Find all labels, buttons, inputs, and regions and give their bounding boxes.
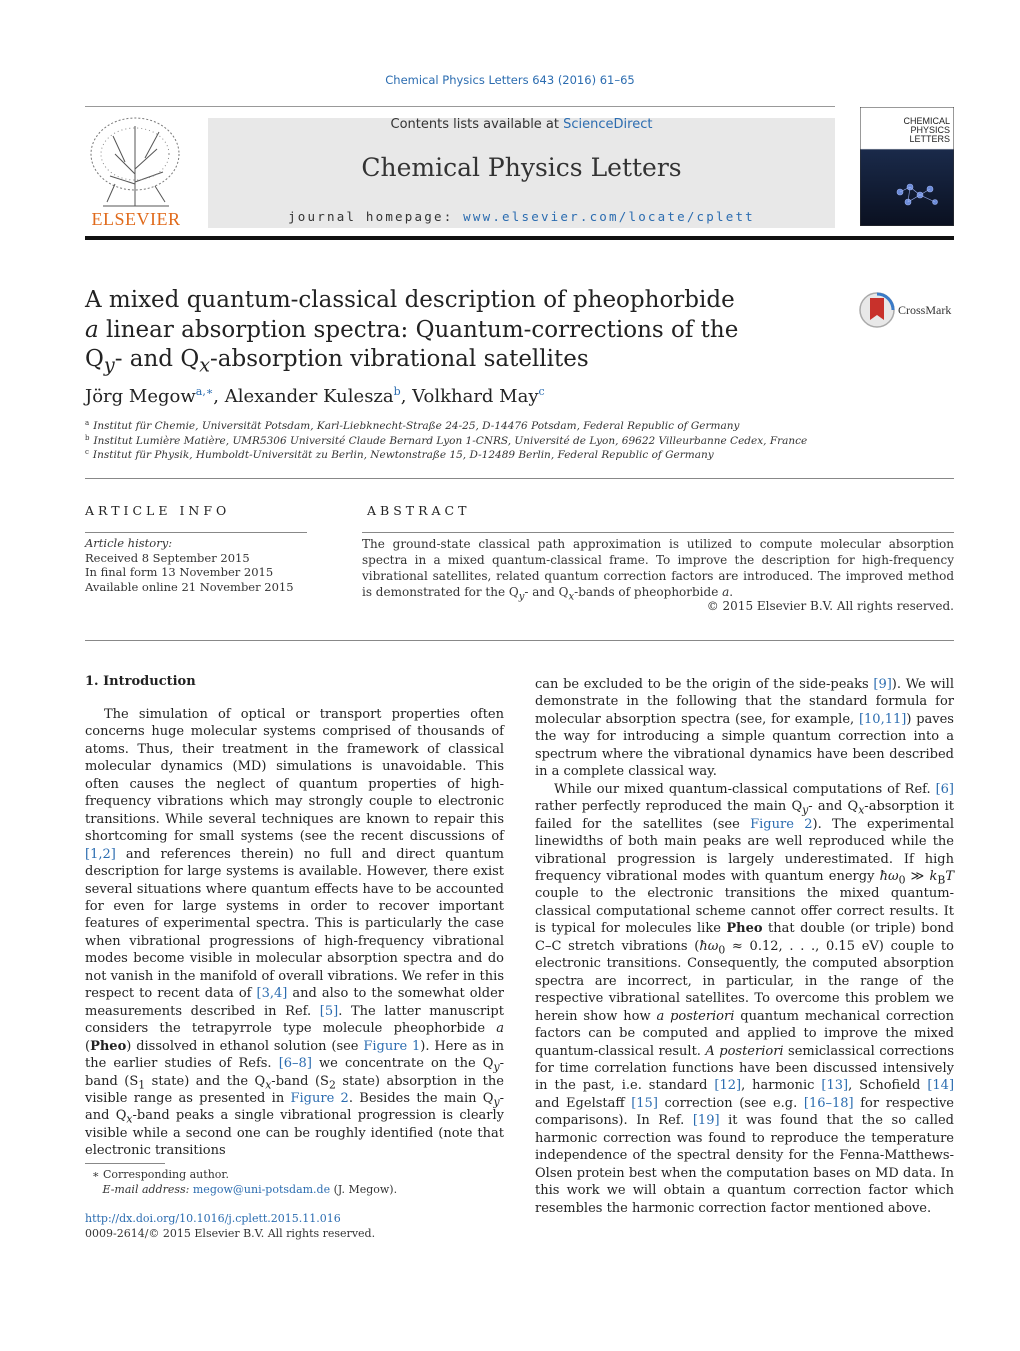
title-line-2: linear absorption spectra: Quantum-corrections of the [98, 316, 739, 343]
citation-link[interactable]: [12] [714, 1078, 742, 1094]
author-separator: , [213, 386, 225, 407]
divider [85, 478, 954, 479]
homepage-prefix: journal homepage: [288, 209, 464, 224]
citation-link[interactable]: [5] [319, 1003, 339, 1019]
abstract-text [362, 536, 954, 603]
email-suffix: (J. Megow). [330, 1182, 398, 1196]
author-name[interactable]: Jörg Megow [85, 386, 196, 407]
divider [85, 532, 307, 533]
divider [362, 532, 954, 533]
email-line [85, 1183, 397, 1198]
footnote-star: ∗ [92, 1168, 100, 1181]
contents-line [208, 117, 835, 132]
journal-title: Chemical Physics Letters [361, 153, 682, 182]
title-mid: - and Q [114, 346, 200, 372]
figure-link[interactable]: Figure 2 [290, 1090, 349, 1106]
issn-line: 0009-2614/© 2015 Elsevier B.V. All rights reserved. [85, 1226, 376, 1240]
cover-title-line-1: CHEMICAL [903, 116, 950, 126]
citation-link[interactable]: [6] [935, 781, 954, 797]
contents-prefix: Contents lists available at [390, 117, 564, 132]
title-sub-x: x [199, 353, 210, 377]
author-marks[interactable]: b [393, 385, 401, 398]
elsevier-logo[interactable] [85, 114, 187, 230]
article-title [85, 286, 805, 375]
revised-date: In final form 13 November 2015 [85, 565, 274, 580]
author-name[interactable]: Alexander Kulesza [224, 386, 394, 407]
crossmark-icon [860, 293, 894, 327]
affiliation-mark: b [85, 433, 90, 442]
affiliation-text: Institut für Physik, Humboldt-Universität zu Berlin, Newtonstraße 15, D-12489 Berlin, Federal Republic of Germany [92, 449, 714, 462]
homepage-line [208, 209, 835, 224]
header-thick-rule [85, 236, 954, 240]
citation-link[interactable]: [1,2] [85, 846, 116, 862]
citation-link[interactable]: [14] [927, 1078, 955, 1094]
article-info-heading: ARTICLE INFO [85, 503, 231, 518]
homepage-link[interactable]: www.elsevier.com/locate/cplett [463, 209, 755, 224]
title-line-1: A mixed quantum-classical description of pheophorbide [85, 287, 735, 313]
journal-reference[interactable]: Chemical Physics Letters 643 (2016) 61–65 [385, 73, 635, 87]
citation-link[interactable]: [15] [631, 1095, 658, 1111]
paragraph: While our mixed quantum-classical computations of Ref. [6] rather perfectly reproduced the main $Q_y-$ and $Q_x$-absorption it failed for the satellites (see Figure 2). The experimental linewidths of both main peaks are well reproduced while the vibrational progression is largely underestimated. If high frequency vibrational modes with quantum energy $ħ\omega_0$ ≫ $k_BT$ couple to the electronic transitions the mixed quantum-classical computational scheme cannot offer correct results. It is typical for molecules like Pheo that double (or triple) bond C–C stretch vibrations ($ħ\omega_0 \approx 0.12$, . . ., 0.15 eV) couple to electronic transitions. Consequently, the computed absorption spectra are incorrect, in particular, in the range of the respective vibrational satellites. To overcome this problem we herein show how a posteriori quantum mechanical correction factors can be computed and applied to improve the mixed quantum-classical result. A posteriori semiclassical corrections for time correlation functions have been discussed intensively in the past, i.e. standard [12], harmonic [13], Schofield [14] and Egelstaff [15] correction (see e.g. [16–18] for respective comparisons). In Ref. [19] it was found that the so called harmonic correction was found to reproduce the temperature independence of the spectral density for the Fenna-Matthews-Olsen protein best when the computation bases on MD data. In this work we will obtain a quantum correction factor which resembles the harmonic correction factor mentioned above. [535, 781, 955, 1216]
author-list [85, 386, 545, 407]
footnote [85, 1168, 397, 1197]
affiliations [85, 419, 954, 463]
author-marks[interactable]: a,∗ [195, 385, 214, 398]
header-divider [85, 106, 835, 107]
abstract-sub-x: x [568, 591, 575, 603]
affiliation-text: Institut Lumière Matière, UMR5306 Université Claude Bernard Lyon 1-CNRS, Université de Lyon, 69622 Villeurbanne Cedex, France [93, 434, 808, 447]
title-q: Q [85, 346, 104, 372]
abstract-sub-y: y [518, 591, 525, 603]
citation-link[interactable]: [9] [873, 677, 892, 692]
citation-link[interactable]: [13] [821, 1078, 849, 1094]
abstract-part: The ground-state classical path approximation is utilized to compute molecular absorption spectra in a mixed quantum-classical frame. To improve the description for high-frequency vibrational satellites, related quantum correction factors are introduced. The improved method is demonstrated for the Q [362, 537, 954, 600]
corresponding-label: Corresponding author. [102, 1168, 229, 1181]
author-separator: , [400, 386, 413, 407]
citation-link[interactable]: [16–18] [803, 1095, 854, 1111]
paragraph: can be excluded to be the origin of the side-peaks [9]). We will demonstrate in the following that the standard formula for molecular absorption spectra (see, for example, [10,11]) paves the way for introducing a simple quantum correction into a spectrum where the vibrational dynamics have been described in a complete classical way. [535, 677, 954, 780]
online-date: Available online 21 November 2015 [85, 580, 294, 595]
history-label: Article history: [85, 536, 173, 550]
title-line-3-end: -absorption vibrational satellites [210, 346, 589, 372]
affiliation [85, 434, 954, 449]
cover-title-line-3: LETTERS [909, 134, 950, 144]
affiliation-text: Institut für Chemie, Universität Potsdam, Karl-Liebknecht-Straße 24-25, D-14476 Potsdam, Federal Republic of Germany [93, 420, 740, 432]
abstract-part: . [729, 585, 734, 600]
sciencedirect-link[interactable]: ScienceDirect [563, 117, 653, 132]
author-name[interactable]: Volkhard May [412, 386, 539, 407]
affiliation [85, 419, 954, 434]
email-label: E-mail address: [102, 1182, 190, 1196]
paragraph: The simulation of optical or transport properties often concerns huge molecular systems comprised of thousands of atoms. Thus, their treatment in the framework of classical molecular dynamics (MD) simulations is unavoidable. This often causes the neglect of quantum properties of high-frequency vibrations which may strongly couple to electronic transitions. While several techniques are known to repair this shortcoming for small systems (see the recent discussions of [1,2] and references therein) no full and direct quantum description for large systems is available. However, there exist several situations where quantum effects have to be accounted for even for large systems in order to recover important features of experimental spectra. This is particularly the case when vibrational progressions of high-frequency vibrational modes become visible in molecular absorption spectra and do not vanish in the manifold of overall vibrations. We refer in this respect to recent data of [3,4] and also to the somewhat older measurements described in Ref. [5]. The latter manuscript considers the tetrapyrrole type molecule pheophorbide a (Pheo) dissolved in ethanol solution (see Figure 1). Here as in the earlier studies of Refs. [6–8] we concentrate on the $Q_y$-band ($S_1$ state) and the $Q_x$-band ($S_2$ state) absorption in the visible range as presented in Figure 2. Besides the main $Q_y-$ and $Q_x$-band peaks a single vibrational progression is clearly visible while a second one can be roughly identified (note that electronic transitions [85, 707, 505, 1159]
corresponding-author-note [85, 1168, 397, 1183]
elsevier-wordmark: ELSEVIER [91, 209, 181, 229]
title-italic-a: a [85, 316, 99, 343]
author-marks[interactable]: c [538, 385, 545, 398]
cover-title-line-2: PHYSICS [910, 125, 950, 135]
affiliation-mark: c [85, 448, 89, 457]
abstract-italic-a: a [722, 585, 730, 600]
email-link[interactable]: megow@uni-potsdam.de [192, 1182, 331, 1196]
citation-link[interactable]: [6–8] [278, 1056, 312, 1072]
citation-link[interactable]: [3,4] [256, 986, 288, 1002]
journal-cover[interactable] [860, 107, 954, 226]
affiliation [85, 448, 954, 463]
crossmark-badge[interactable] [858, 290, 958, 330]
figure-link[interactable]: Figure 2 [750, 816, 813, 832]
abstract-part: - and Q [524, 585, 569, 600]
divider [85, 640, 954, 641]
body-column-left [85, 706, 504, 1160]
affiliation-mark: a [85, 419, 90, 427]
abstract-part: -bands of pheophorbide [574, 585, 723, 600]
crossmark-label: CrossMark [898, 303, 952, 317]
citation-link[interactable]: [19] [692, 1113, 720, 1129]
copyright-notice: © 2015 Elsevier B.V. All rights reserved. [706, 599, 954, 613]
footnote-divider [85, 1163, 165, 1164]
figure-link[interactable]: Figure 1 [363, 1038, 421, 1054]
doi-link[interactable]: http://dx.doi.org/10.1016/j.cplett.2015.11.016 [85, 1212, 341, 1225]
received-date: Received 8 September 2015 [85, 550, 250, 565]
section-heading: 1. Introduction [85, 674, 196, 689]
body-column-right [535, 676, 954, 1217]
citation-link[interactable]: [10,11] [858, 711, 907, 727]
article-history [85, 536, 307, 595]
abstract-heading: ABSTRACT [367, 503, 471, 518]
doi-block [85, 1212, 375, 1241]
title-sub-y: y [103, 353, 115, 377]
